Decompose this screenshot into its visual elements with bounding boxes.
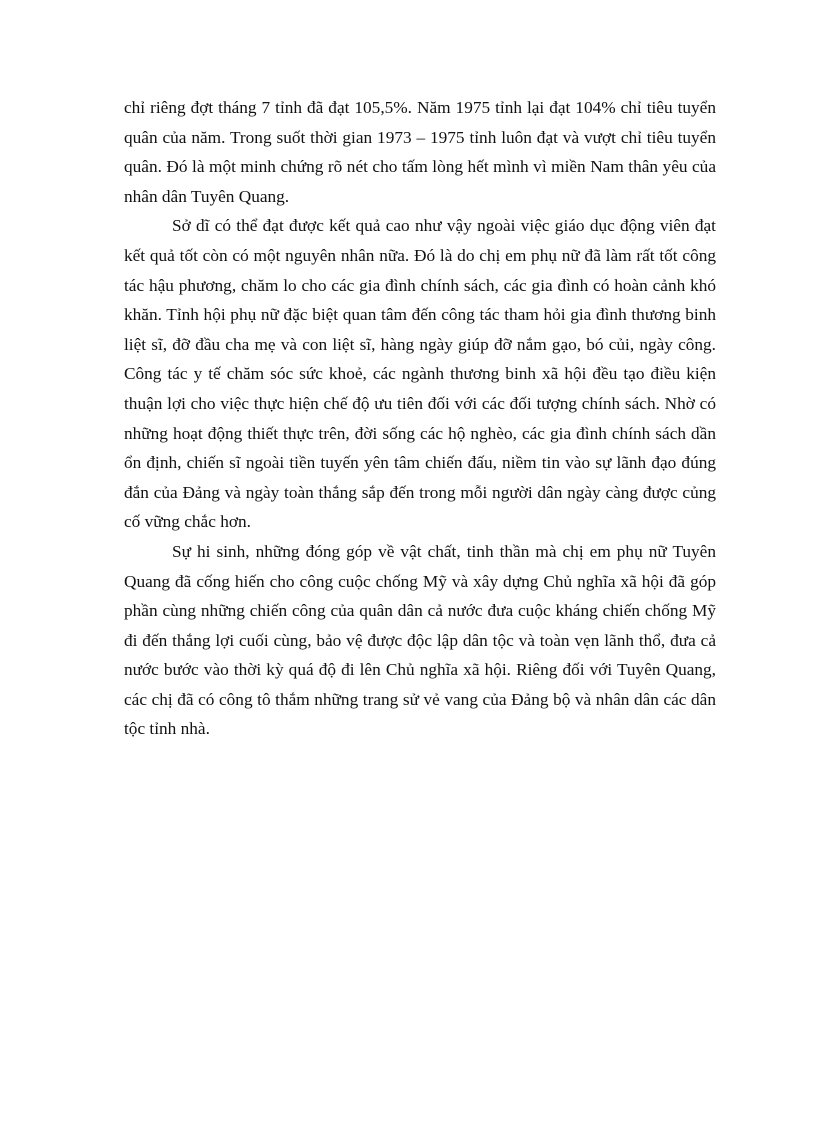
- document-page: [124, 93, 716, 744]
- paragraph-3: Sự hi sinh, những đóng góp về vật chất, tinh thần mà chị em phụ nữ Tuyên Quang đã cống hiến cho công cuộc chống Mỹ và xây dựng Chủ nghĩa xã hội đã góp phần cùng những chiến công của quân dân cả nước đưa cuộc kháng chiến chống Mỹ đi đến thắng lợi cuối cùng, bảo vệ được độc lập dân tộc và toàn vẹn lãnh thổ, đưa cả nước bước vào thời kỳ quá độ đi lên Chủ nghĩa xã hội. Riêng đối với Tuyên Quang, các chị đã có công tô thắm những trang sử vẻ vang của Đảng bộ và nhân dân các dân tộc tỉnh nhà.: [124, 541, 716, 739]
- paragraph-1: chỉ riêng đợt tháng 7 tỉnh đã đạt 105,5%. Năm 1975 tỉnh lại đạt 104% chỉ tiêu tuyển quân của năm. Trong suốt thời gian 1973 – 1975 tỉnh luôn đạt và vượt chỉ tiêu tuyển quân. Đó là một minh chứng rõ nét cho tấm lòng hết mình vì miền Nam thân yêu của nhân dân Tuyên Quang.: [124, 98, 716, 206]
- paragraph-2: Sở dĩ có thể đạt được kết quả cao như vậy ngoài việc giáo dục động viên đạt kết quả tốt còn có một nguyên nhân nữa. Đó là do chị em phụ nữ đã làm rất tốt công tác hậu phương, chăm lo cho các gia đình chính sách, các gia đình có hoàn cảnh khó khăn. Tỉnh hội phụ nữ đặc biệt quan tâm đến công tác tham hỏi gia đình thương binh liệt sĩ, đỡ đầu cha mẹ và con liệt sĩ, hàng ngày giúp đỡ nắm gạo, bó củi, ngày công. Công tác y tế chăm sóc sức khoẻ, các ngành thương binh xã hội đều tạo điều kiện thuận lợi cho việc thực hiện chế độ ưu tiên đối với các đối tượng chính sách. Nhờ có những hoạt động thiết thực trên, đời sống các hộ nghèo, các gia đình chính sách dần ổn định, chiến sĩ ngoài tiền tuyến yên tâm chiến đấu, niềm tin vào sự lãnh đạo đúng đắn của Đảng và ngày toàn thắng sắp đến trong mỗi người dân ngày càng được củng cố vững chắc hơn.: [124, 216, 716, 532]
